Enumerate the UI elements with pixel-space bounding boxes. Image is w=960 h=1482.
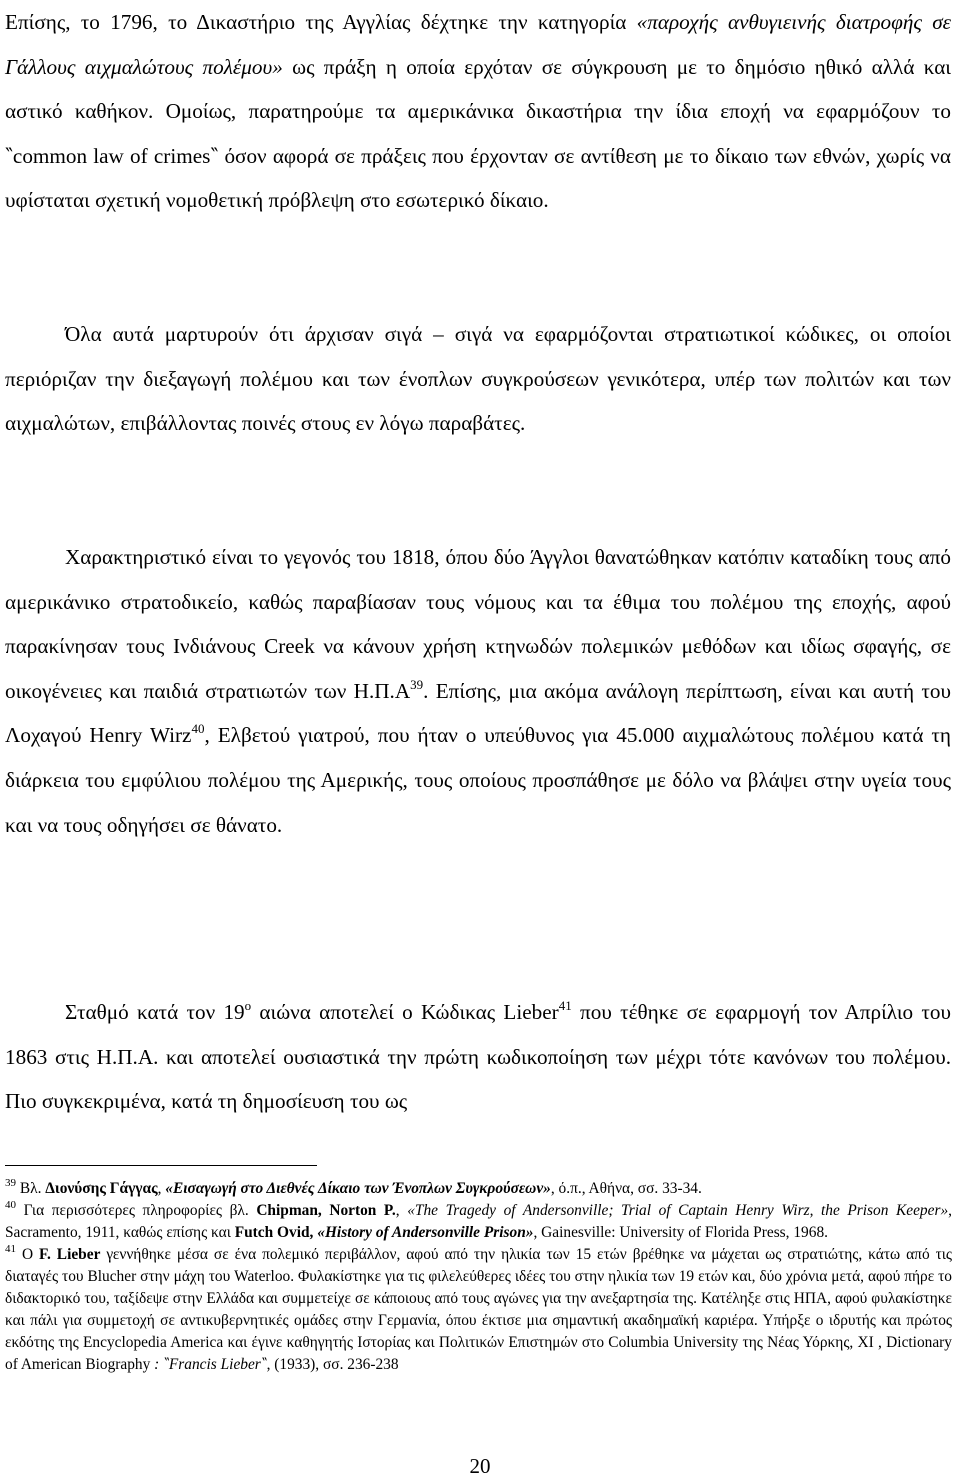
footnote-text: Ο	[16, 1246, 40, 1263]
paragraph-1	[5, 0, 951, 223]
footnote-title: : ‶Francis Lieber‶	[154, 1356, 267, 1373]
footnote-author: Futch Ovid,	[234, 1224, 314, 1241]
paragraph-text: Σταθμό κατά τον 19	[65, 1000, 245, 1024]
footnote-text: ,	[157, 1180, 166, 1197]
paragraph-text: . Επίσης, μια ακόμα ανάλογη περίπτωση, είναι και αυτή του Λοχαγού Henry Wirz	[5, 678, 951, 748]
footnote-ref-40[interactable]: 40	[191, 721, 205, 737]
footnote-text: , (1933), σσ. 236-238	[266, 1356, 399, 1373]
paragraph-text: ως πράξη η οποία ερχόταν σε σύγκρουση με το δημόσιο ηθικό αλλά και αστικό καθήκον. Ομοίως, παρατηρούμε τα αμερικάνικα δικαστήρια την ίδια εποχή να εφαρμόζουν το ‶common law of crimes‶ όσον αφορά σε πράξεις που έρχονταν σε αντίθεση με το δίκαιο των εθνών, χωρίς να υφίσταται σχετική νομοθετική πρόβλεψη στο εσωτερικό δίκαιο.	[5, 54, 951, 213]
paragraph-2: Όλα αυτά μαρτυρούν ότι άρχισαν σιγά – σιγά να εφαρμόζονται στρατιωτικοί κώδικες, οι οποίοι περιόριζαν την διεξαγωγή πολέμου και των ένοπλων συγκρούσεων γενικότερα, υπέρ των πολιτών και των αιχμαλώτων, επιβάλλοντας ποινές στους εν λόγω παραβάτες.	[5, 322, 951, 436]
footnote-text: , ό.π., Αθήνα, σσ. 33-34.	[550, 1180, 702, 1197]
footnote-author: Διονύσης Γάγγας	[45, 1180, 158, 1197]
footnote-ref-41[interactable]: 41	[558, 997, 572, 1013]
paragraph-text: , Ελβετού γιατρού, που ήταν ο υπεύθυνος για 45.000 αιχμαλώτους πολέμου κατά τη διάρκεια του εμφύλιου πολέμου της Αμερικής, τους οποίους προσπάθησε με δόλο να βλάψει στην υγεία τους και να τους οδηγήσει σε θάνατο.	[5, 723, 951, 837]
footnote-title: «Εισαγωγή στο Διεθνές Δίκαιο των Ένοπλων Συγκρούσεων»	[165, 1180, 551, 1197]
footnote-number: 40	[5, 1198, 16, 1211]
footnote-number: 41	[5, 1242, 16, 1255]
footnote-text: Για περισσότερες πληροφορίες βλ.	[16, 1202, 257, 1219]
footnote-41	[5, 1244, 952, 1376]
paragraph-text: Χαρακτηριστικό είναι το γεγονός του 1818, όπου δύο Άγγλοι θανατώθηκαν κατόπιν καταδίκη τους από αμερικάνικο στρατοδικείο, καθώς παραβίασαν τους νόμους και τα έθιμα του πολέμου της εποχής, αφού παρακίνησαν τους Ινδιάνους Creek να κάνουν χρήση κτηνωδών πολεμικών μεθόδων και ιδίως σφαγής, σε οικογένειες και παιδιά στρατιωτών των Η.Π.Α	[5, 545, 951, 703]
footnote-40	[5, 1200, 952, 1244]
footnote-title: «The Tragedy of Andersonville; Trial of Captain Henry Wirz, the Prison Keeper»	[407, 1202, 949, 1219]
footnote-number: 39	[5, 1176, 16, 1189]
footnote-text: , Gainesville: University of Florida Press, 1968.	[533, 1224, 828, 1241]
footnote-author: Chipman, Norton P.	[256, 1202, 396, 1219]
footnote-author: F. Lieber	[39, 1246, 101, 1263]
paragraph-text: αιώνα αποτελεί ο Κώδικας Lieber	[251, 1000, 559, 1024]
ordinal-superscript: ο	[244, 997, 252, 1013]
footnote-text: γεννήθηκε μέσα σε ένα πολεμικό περιβάλλον, αφού από την ηλικία των 15 ετών βρέθηκε να μάχεται ως στρατιώτης, κάτω από τις διαταγές του Blucher στην μάχη του Waterloo. Φυλακίστηκε για τις φιλελεύθερες ιδέες του στην ηλικία των 19 ετών και, δύο χρόνια μετά, αφού πήρε το διδακτορικό του, ταξίδεψε στην Ελλάδα και συμμετείχε σε κάποιους από τους αγώνες για την ανεξαρτησία της. Κατέληξε στις ΗΠΑ, αφού φυλακίστηκε και πάλι για συμμετοχή σε αντικυβερνητικές ομάδες στην Γερμανία, όπου έκτισε μια σημαντική ακαδημαϊκή καριέρα. Υπήρξε ο ιδρυτής και πρώτος εκδότης της Encyclopedia America και έγινε καθηγητής Ιστορίας και Πολιτικών Επιστημών στο Columbia University της Νέας Υόρκης, XI , Dictionary of American Biography	[5, 1246, 953, 1373]
paragraph-text: Επίσης, το 1796, το Δικαστήριο της Αγγλίας δέχτηκε την κατηγορία	[5, 10, 637, 34]
footnote-text: Βλ.	[16, 1180, 46, 1197]
footnote-ref-39[interactable]: 39	[410, 676, 424, 692]
quoted-charge-italic: «παροχής ανθυγιεινής διατροφής σε Γάλλους αιχμαλώτους πολέμου»	[5, 10, 951, 79]
paragraph-4	[5, 990, 951, 1124]
paragraph-3	[5, 535, 951, 847]
footnote-39	[5, 1178, 952, 1200]
paragraph-text: που τέθηκε σε εφαρμογή τον Απρίλιο του 1863 στις Η.Π.Α. και αποτελεί ουσιαστικά την πρώτη κωδικοποίηση των μέχρι τότε κανόνων του πολέμου. Πιο συγκεκριμένα, κατά τη δημοσίευση του ως	[5, 1000, 952, 1114]
footnote-separator	[5, 1165, 317, 1166]
footnote-text: , Sacramento, 1911, καθώς επίσης και	[5, 1202, 952, 1241]
page-number: 20	[469, 1454, 491, 1478]
footnotes	[5, 1178, 952, 1376]
footnote-title: «History of Andersonville Prison»	[317, 1224, 534, 1241]
footnote-text: ,	[395, 1202, 408, 1219]
